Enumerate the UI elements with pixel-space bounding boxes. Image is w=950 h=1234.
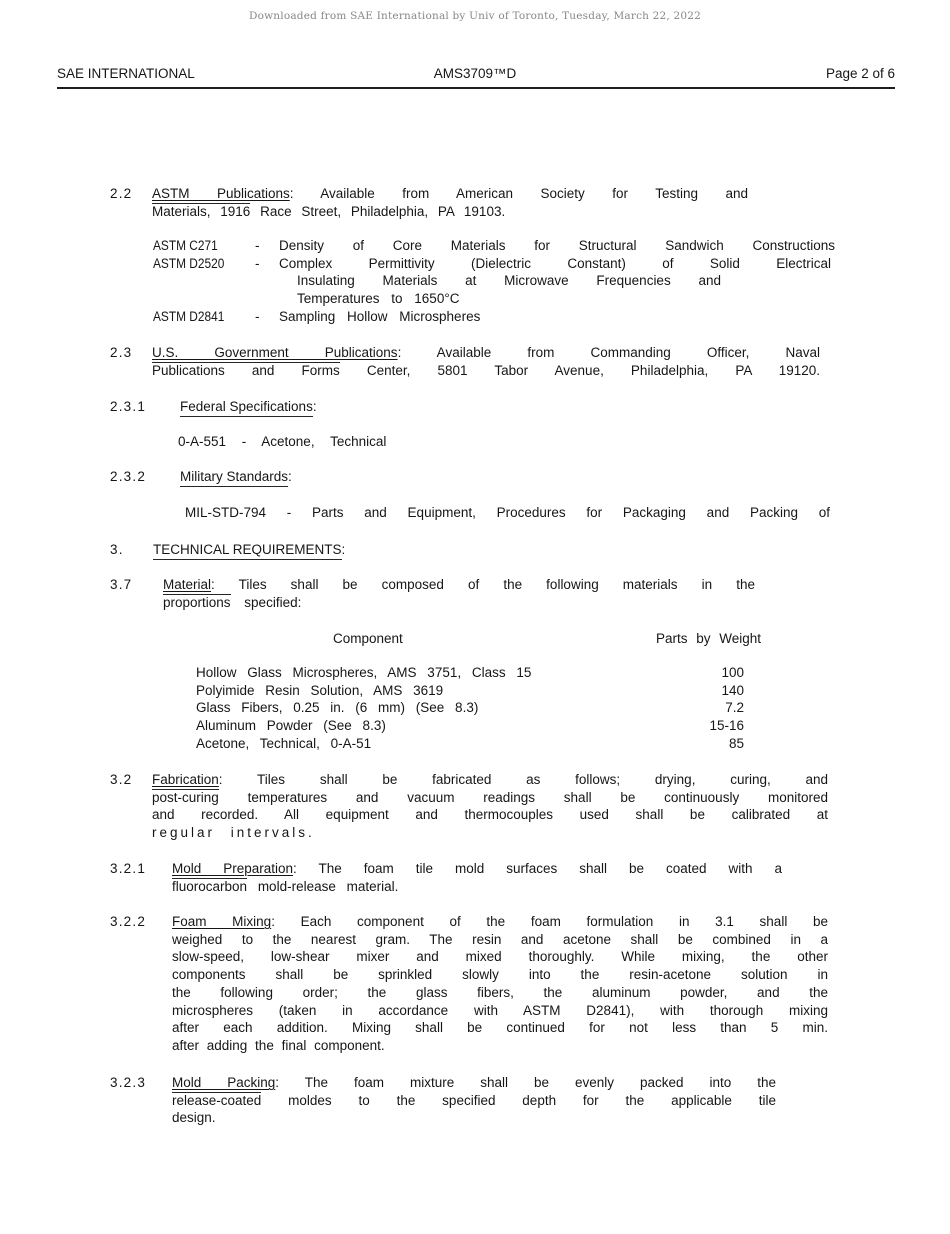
section-2.2-text: [152, 185, 748, 220]
section-3.-heading: TECHNICAL REQUIREMENTS:: [153, 541, 345, 559]
underlined-heading: Foam Mixing: [172, 914, 272, 929]
astm-reference-list: [153, 237, 840, 326]
reference-item: [153, 308, 840, 326]
section-number-3.7: 3.7: [110, 577, 133, 592]
section-number-3.2: 3.2: [110, 772, 133, 787]
section-3.7-text: [163, 576, 755, 611]
header-document-number: AMS3709™D: [433, 66, 517, 81]
table-row-component: Glass Fibers, 0.25 in. (6 mm) (See 8.3): [196, 700, 479, 716]
text-line: slow-speed, low-shear mixer and mixed thoroughly. While mixing, the other: [172, 949, 828, 965]
text-line: Mold Preparation: The foam tile mold surfaces shall be coated with a: [172, 861, 782, 876]
underlined-heading: Military Standards: [180, 469, 288, 487]
reference-line: [185, 504, 830, 522]
section-number-2.3.1: 2.3.1: [110, 399, 147, 414]
underlined-heading: Fabrication: [152, 772, 219, 787]
text-line: and recorded. All equipment and thermocouples used shall be calibrated at: [152, 807, 828, 823]
section-number-2.3.2: 2.3.2: [110, 469, 147, 484]
table-row-component: Polyimide Resin Solution, AMS 3619: [196, 682, 444, 698]
underlined-heading: Mold Packing: [172, 1075, 276, 1090]
text-line: after adding the final component.: [172, 1037, 385, 1053]
section-number-3.2.1: 3.2.1: [110, 861, 147, 876]
underlined-heading: TECHNICAL REQUIREMENTS: [153, 542, 342, 560]
text-line: U.S. Government Publications: Available from Commanding Officer, Naval: [152, 345, 820, 360]
section-3.2-text: [152, 771, 828, 842]
reference-description: [279, 237, 840, 255]
download-watermark: Downloaded from SAE International by Univ of Toronto, Tuesday, March 22, 2022: [248, 10, 702, 22]
underlined-heading: ASTM Publications: [152, 186, 290, 201]
overline-fragment: fluorocarbon: [172, 878, 248, 894]
section-2.3.1-heading: Federal Specifications:: [180, 398, 317, 416]
reference-dash: -: [255, 238, 260, 253]
overline-fragment: post-curing: [152, 789, 219, 805]
text-line: microspheres (taken in accordance with ASTM D2841), with thorough mixing: [172, 1002, 828, 1018]
text-line: proportions specified:: [163, 594, 302, 610]
text-line: weighed to the nearest gram. The resin and acetone shall be combined in a: [172, 931, 828, 947]
text-line: after each addition. Mixing shall be continued for not less than 5 min.: [172, 1020, 828, 1036]
text-line: Complex Permittivity (Dielectric Constant) of Solid Electrical: [279, 255, 831, 271]
reference-description: [279, 308, 840, 326]
overline-fragment: proportions: [163, 594, 231, 610]
text-line: Fabrication: Tiles shall be fabricated as follows; drying, curing, and: [152, 772, 828, 787]
text-line: Density of Core Materials for Structural Sandwich Constructions: [279, 238, 835, 253]
reference-code: ASTM D2520: [153, 255, 225, 271]
text-line: Insulating Materials at Microwave Frequencies and: [297, 273, 721, 289]
table-header-component: Component: [333, 631, 403, 646]
table-row-value: 140: [721, 682, 744, 698]
table-row-component: Aluminum Powder (See 8.3): [196, 718, 386, 734]
text-line: regular intervals.: [152, 825, 315, 841]
text-line: Material: Tiles shall be composed of the following materials in the: [163, 577, 755, 592]
overline-fragment: release-coated: [172, 1092, 262, 1108]
section-number-3.: 3.: [110, 542, 124, 557]
text-line: post-curing temperatures and vacuum readings shall be continuously monitored: [152, 789, 828, 805]
text-line: MIL-STD-794 - Parts and Equipment, Procedures for Packaging and Packing of: [185, 505, 830, 520]
text-line: Materials, 1916 Race Street, Philadelphia, PA 19103.: [152, 203, 506, 219]
section-3.2.1-text: [172, 860, 782, 895]
text-line: release-coated moldes to the specified depth for the applicable tile: [172, 1092, 776, 1108]
section-number-2.3: 2.3: [110, 345, 133, 360]
table-row-value: 7.2: [725, 700, 744, 716]
reference-description: [279, 255, 840, 308]
text-line: Temperatures to 1650°C: [297, 291, 460, 307]
table-header-parts-by-weight: Parts by Weight: [656, 631, 762, 646]
reference-line: [178, 433, 386, 451]
section-number-3.2.2: 3.2.2: [110, 914, 147, 929]
reference-item: [153, 255, 840, 308]
header-organization: SAE INTERNATIONAL: [57, 66, 195, 81]
section-number-3.2.3: 3.2.3: [110, 1075, 147, 1090]
underlined-heading: Material: [163, 577, 212, 592]
text-line: the following order; the glass fibers, the aluminum powder, and the: [172, 984, 828, 1000]
overline-fragment: Publications and Forms: [152, 362, 340, 378]
text-line: components shall be sprinkled slowly into the resin-acetone solution in: [172, 967, 828, 983]
text-line: Publications and Forms Center, 5801 Tabor Avenue, Philadelphia, PA 19120.: [152, 362, 820, 378]
overline-fragment: Materials, 1916: [152, 203, 251, 219]
text-line: design.: [172, 1110, 216, 1126]
table-row-component: Hollow Glass Microspheres, AMS 3751, Class 15: [196, 665, 532, 680]
table-row-component: Acetone, Technical, 0-A-51: [196, 735, 372, 751]
table-row-value: 100: [721, 665, 744, 680]
text-line: ASTM Publications: Available from American Society for Testing and: [152, 186, 749, 201]
table-row-value: 85: [728, 735, 744, 751]
table-row-value: 15-16: [709, 718, 744, 734]
reference-code: ASTM D2841: [153, 308, 225, 324]
text-line: fluorocarbon mold-release material.: [172, 878, 399, 894]
section-number-2.2: 2.2: [110, 186, 133, 201]
text-line: 0-A-551 - Acetone, Technical: [178, 434, 387, 449]
reference-dash: -: [255, 308, 260, 324]
text-line: Sampling Hollow Microspheres: [279, 308, 481, 324]
reference-code: ASTM C271: [153, 238, 218, 253]
section-2.3-text: [152, 344, 820, 379]
underlined-heading: Federal Specifications: [180, 399, 313, 417]
text-line: Foam Mixing: Each component of the foam formulation in 3.1 shall be: [172, 914, 828, 929]
header-rule: [57, 87, 895, 89]
reference-dash: -: [255, 255, 260, 271]
section-3.2.2-text: [172, 913, 828, 1055]
underlined-heading: U.S. Government Publications: [152, 345, 398, 360]
section-3.2.3-text: [172, 1074, 776, 1127]
underlined-heading: Mold Preparation: [172, 861, 294, 876]
text-line: Mold Packing: The foam mixture shall be evenly packed into the: [172, 1075, 776, 1090]
reference-item: [153, 237, 840, 255]
section-2.3.2-heading: Military Standards:: [180, 468, 292, 486]
header-page-number: Page 2 of 6: [825, 66, 895, 81]
